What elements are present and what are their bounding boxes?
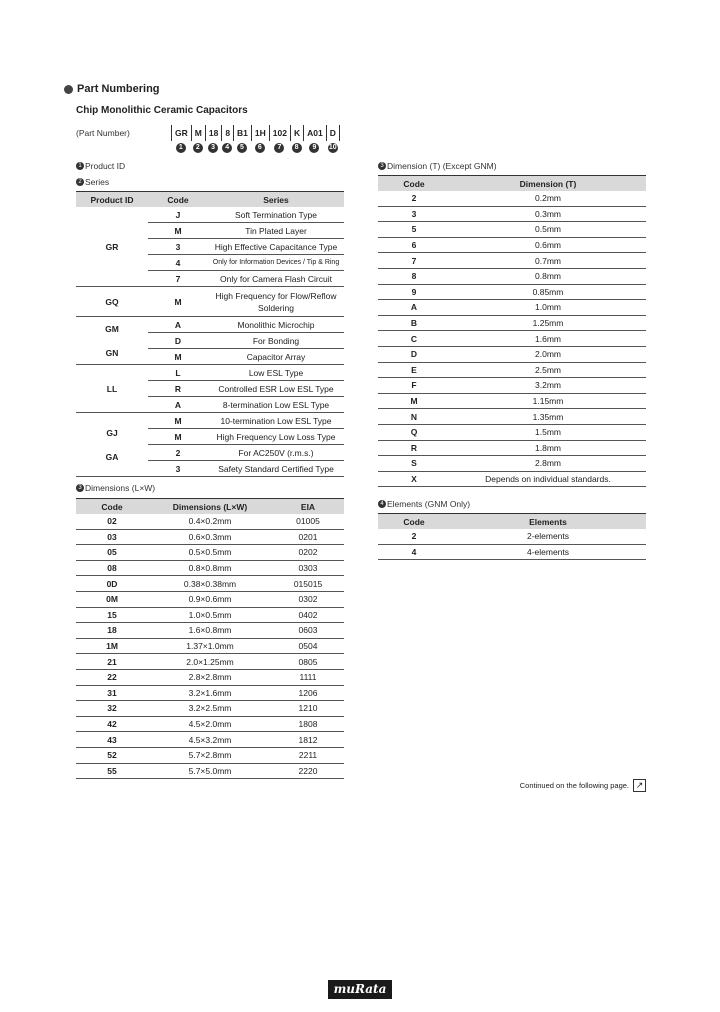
- number-badge-icon: 1: [176, 143, 186, 153]
- product-id-cell: GJ GA: [76, 413, 148, 477]
- table-row: [76, 529, 344, 545]
- value-cell: 1.5mm: [450, 424, 646, 440]
- page-subtitle: Chip Monolithic Ceramic Capacitors: [76, 105, 248, 116]
- table-row: [378, 237, 646, 253]
- code-cell: F: [378, 378, 450, 394]
- code-cell: 6: [378, 237, 450, 253]
- value-cell: 0.2mm: [450, 191, 646, 206]
- value-cell: 0.5×0.5mm: [148, 545, 272, 561]
- number-badge-icon: 9: [309, 143, 319, 153]
- segment-code: 102: [269, 125, 290, 141]
- value-cell: 1.35mm: [450, 409, 646, 425]
- part-number-segment: [290, 125, 303, 153]
- code-cell: J: [148, 207, 208, 223]
- page-title: Part Numbering: [77, 83, 160, 95]
- table-row: [378, 222, 646, 238]
- code-cell: 3: [378, 206, 450, 222]
- col-header: Series: [208, 192, 344, 208]
- number-badge-icon: 4: [222, 143, 232, 153]
- value-cell: 1.6×0.8mm: [148, 623, 272, 639]
- arrow-icon: ↗: [633, 779, 646, 792]
- table-row: [378, 191, 646, 206]
- value-cell: 1.37×1.0mm: [148, 638, 272, 654]
- code-cell: B: [378, 315, 450, 331]
- col-header: Code: [148, 192, 208, 208]
- page-heading: [64, 83, 160, 95]
- table-row: [76, 685, 344, 701]
- code-cell: C: [378, 331, 450, 347]
- value-cell: 4.5×3.2mm: [148, 732, 272, 748]
- part-number-breakdown: [171, 125, 340, 153]
- code-cell: A: [378, 300, 450, 316]
- code-cell: 2: [378, 191, 450, 206]
- col-header: Code: [378, 514, 450, 530]
- table-row: [76, 545, 344, 561]
- table-row: [76, 623, 344, 639]
- part-number-segment: [171, 125, 191, 153]
- code-cell: M: [148, 287, 208, 317]
- product-id-cell: GQ: [76, 287, 148, 317]
- col-header: Dimension (T): [450, 176, 646, 192]
- series-cell: High Frequency for Flow/Reflow Soldering: [208, 287, 344, 317]
- elements-table: [378, 513, 646, 560]
- value-cell: 1812: [272, 732, 344, 748]
- table-row: [378, 424, 646, 440]
- code-cell: A: [148, 317, 208, 333]
- segment-code: D: [326, 125, 340, 141]
- number-badge-icon: 7: [274, 143, 284, 153]
- value-cell: 0.7mm: [450, 253, 646, 269]
- code-cell: A: [148, 397, 208, 413]
- value-cell: 2.5mm: [450, 362, 646, 378]
- value-cell: Depends on individual standards.: [450, 471, 646, 487]
- number-badge-icon: 6: [255, 143, 265, 153]
- col-header: Product ID: [76, 192, 148, 208]
- code-cell: 08: [76, 560, 148, 576]
- murata-logo: muRata: [328, 980, 392, 999]
- value-cell: 0.6×0.3mm: [148, 529, 272, 545]
- value-cell: 2211: [272, 747, 344, 763]
- table-row: [378, 378, 646, 394]
- col-header: Elements: [450, 514, 646, 530]
- value-cell: 1206: [272, 685, 344, 701]
- table-row: [378, 471, 646, 487]
- code-cell: 32: [76, 701, 148, 717]
- value-cell: 1.0mm: [450, 300, 646, 316]
- table-row: [378, 409, 646, 425]
- table-row: [378, 284, 646, 300]
- code-cell: M: [148, 349, 208, 365]
- code-cell: 1M: [76, 638, 148, 654]
- table-row: [76, 607, 344, 623]
- series-cell: Low ESL Type: [208, 365, 344, 381]
- table-row: [378, 300, 646, 316]
- number-badge-icon: 1: [76, 162, 84, 170]
- code-cell: 8: [378, 268, 450, 284]
- value-cell: 015015: [272, 576, 344, 592]
- code-cell: 02: [76, 514, 148, 529]
- table-row: [76, 747, 344, 763]
- table-row: [378, 544, 646, 560]
- value-cell: 2-elements: [450, 529, 646, 544]
- value-cell: 3.2mm: [450, 378, 646, 394]
- value-cell: 0402: [272, 607, 344, 623]
- part-number-segment: [269, 125, 290, 153]
- value-cell: 0302: [272, 591, 344, 607]
- table-row: [378, 529, 646, 544]
- segment-code: GR: [171, 125, 191, 141]
- series-cell: High Frequency Low Loss Type: [208, 429, 344, 445]
- segment-code: 18: [205, 125, 221, 141]
- series-cell: 8-termination Low ESL Type: [208, 397, 344, 413]
- table-row: [76, 560, 344, 576]
- code-cell: M: [148, 413, 208, 429]
- code-cell: 0D: [76, 576, 148, 592]
- table-row: [378, 346, 646, 362]
- code-cell: M: [148, 223, 208, 239]
- code-cell: 2: [148, 445, 208, 461]
- col-header: EIA: [272, 499, 344, 515]
- series-cell: Soft Termination Type: [208, 207, 344, 223]
- value-cell: 0.3mm: [450, 206, 646, 222]
- code-cell: R: [148, 381, 208, 397]
- code-cell: 52: [76, 747, 148, 763]
- code-cell: Q: [378, 424, 450, 440]
- value-cell: 1.0×0.5mm: [148, 607, 272, 623]
- value-cell: 5.7×2.8mm: [148, 747, 272, 763]
- code-cell: M: [378, 393, 450, 409]
- value-cell: 0.4×0.2mm: [148, 514, 272, 529]
- table-row: [378, 393, 646, 409]
- product-id-cell: LL: [76, 365, 148, 413]
- code-cell: 03: [76, 529, 148, 545]
- col-header: Code: [378, 176, 450, 192]
- value-cell: 0.38×0.38mm: [148, 576, 272, 592]
- segment-code: K: [290, 125, 303, 141]
- code-cell: N: [378, 409, 450, 425]
- code-cell: 3: [148, 461, 208, 477]
- value-cell: 0.6mm: [450, 237, 646, 253]
- code-cell: R: [378, 440, 450, 456]
- code-cell: 31: [76, 685, 148, 701]
- code-cell: X: [378, 471, 450, 487]
- product-id-cell: GM GN: [76, 317, 148, 365]
- series-table: [76, 191, 344, 477]
- value-cell: 0.9×0.6mm: [148, 591, 272, 607]
- table-row: [378, 315, 646, 331]
- table-row: [76, 591, 344, 607]
- code-cell: 15: [76, 607, 148, 623]
- table-row: [76, 413, 344, 429]
- value-cell: 1.6mm: [450, 331, 646, 347]
- table-row: [378, 331, 646, 347]
- part-number-segment: [326, 125, 340, 153]
- series-cell: High Effective Capacitance Type: [208, 239, 344, 255]
- value-cell: 0.5mm: [450, 222, 646, 238]
- col-header: Code: [76, 499, 148, 515]
- value-cell: 1.25mm: [450, 315, 646, 331]
- table-row: [378, 253, 646, 269]
- number-badge-icon: 10: [328, 144, 337, 151]
- code-cell: 18: [76, 623, 148, 639]
- table-row: [76, 638, 344, 654]
- value-cell: 01005: [272, 514, 344, 529]
- code-cell: 21: [76, 654, 148, 670]
- code-cell: 7: [148, 271, 208, 287]
- series-cell: Monolithic Microchip: [208, 317, 344, 333]
- series-cell: Controlled ESR Low ESL Type: [208, 381, 344, 397]
- table-row: [76, 763, 344, 779]
- table-row: [378, 268, 646, 284]
- dimension-t-table: [378, 175, 646, 487]
- value-cell: 3.2×2.5mm: [148, 701, 272, 717]
- number-badge-icon: 4: [378, 500, 386, 508]
- code-cell: 0M: [76, 591, 148, 607]
- table-row: [76, 654, 344, 670]
- value-cell: 0504: [272, 638, 344, 654]
- value-cell: 0202: [272, 545, 344, 561]
- value-cell: 0.85mm: [450, 284, 646, 300]
- value-cell: 5.7×5.0mm: [148, 763, 272, 779]
- part-number-label: (Part Number): [76, 128, 130, 138]
- table-row: [76, 365, 344, 381]
- code-cell: 05: [76, 545, 148, 561]
- series-cell: Capacitor Array: [208, 349, 344, 365]
- value-cell: 4-elements: [450, 544, 646, 560]
- section-dimensions-lw: 3 Dimensions (L×W): [76, 483, 155, 493]
- value-cell: 2.8mm: [450, 456, 646, 472]
- value-cell: 0603: [272, 623, 344, 639]
- table-row: [76, 287, 344, 317]
- code-cell: S: [378, 456, 450, 472]
- code-cell: 9: [378, 284, 450, 300]
- segment-code: B1: [233, 125, 251, 141]
- series-cell: Only for Camera Flash Circuit: [208, 271, 344, 287]
- part-number-segment: [205, 125, 221, 153]
- value-cell: 1.15mm: [450, 393, 646, 409]
- table-row: [76, 669, 344, 685]
- value-cell: 1111: [272, 669, 344, 685]
- number-badge-icon: 2: [76, 178, 84, 186]
- table-row: [378, 456, 646, 472]
- code-cell: 22: [76, 669, 148, 685]
- value-cell: 1808: [272, 716, 344, 732]
- segment-code: 1H: [251, 125, 269, 141]
- code-cell: 42: [76, 716, 148, 732]
- code-cell: 43: [76, 732, 148, 748]
- section-series: 2 Series: [76, 177, 109, 187]
- series-cell: Safety Standard Certified Type: [208, 461, 344, 477]
- code-cell: 5: [378, 222, 450, 238]
- section-elements: 4 Elements (GNM Only): [378, 499, 470, 509]
- value-cell: 2220: [272, 763, 344, 779]
- series-cell: 10-termination Low ESL Type: [208, 413, 344, 429]
- code-cell: 4: [148, 255, 208, 271]
- series-cell: Only for Information Devices / Tip & Ring: [208, 255, 344, 271]
- table-row: [76, 701, 344, 717]
- code-cell: M: [148, 429, 208, 445]
- part-number-segment: [251, 125, 269, 153]
- code-cell: 4: [378, 544, 450, 560]
- part-number-segment: [191, 125, 205, 153]
- table-row: [378, 362, 646, 378]
- value-cell: 0.8mm: [450, 268, 646, 284]
- table-row: [76, 732, 344, 748]
- segment-code: 8: [221, 125, 233, 141]
- code-cell: 3: [148, 239, 208, 255]
- part-number-segment: [303, 125, 326, 153]
- table-row: [76, 576, 344, 592]
- table-row: [76, 207, 344, 223]
- value-cell: 4.5×2.0mm: [148, 716, 272, 732]
- code-cell: 7: [378, 253, 450, 269]
- number-badge-icon: 3: [76, 484, 84, 492]
- table-row: [378, 206, 646, 222]
- number-badge-icon: 2: [193, 143, 203, 153]
- value-cell: 0805: [272, 654, 344, 670]
- segment-code: M: [191, 125, 205, 141]
- dimensions-table: [76, 498, 344, 779]
- bullet-icon: [64, 85, 73, 94]
- value-cell: 3.2×1.6mm: [148, 685, 272, 701]
- code-cell: D: [378, 346, 450, 362]
- value-cell: 2.0×1.25mm: [148, 654, 272, 670]
- part-number-segment: [221, 125, 233, 153]
- continued-note: Continued on the following page. ↗: [520, 779, 646, 792]
- table-row: [76, 514, 344, 529]
- value-cell: 2.8×2.8mm: [148, 669, 272, 685]
- value-cell: 1210: [272, 701, 344, 717]
- number-badge-icon: 8: [292, 143, 302, 153]
- value-cell: 0303: [272, 560, 344, 576]
- value-cell: 2.0mm: [450, 346, 646, 362]
- code-cell: 2: [378, 529, 450, 544]
- value-cell: 0201: [272, 529, 344, 545]
- code-cell: 55: [76, 763, 148, 779]
- series-cell: For AC250V (r.m.s.): [208, 445, 344, 461]
- code-cell: E: [378, 362, 450, 378]
- section-product-id: 1 Product ID: [76, 161, 125, 171]
- product-id-cell: GR: [76, 207, 148, 287]
- series-cell: Tin Plated Layer: [208, 223, 344, 239]
- number-badge-icon: 3: [378, 162, 386, 170]
- number-badge-icon: 5: [237, 143, 247, 153]
- part-number-segment: [233, 125, 251, 153]
- segment-code: A01: [303, 125, 326, 141]
- col-header: Dimensions (L×W): [148, 499, 272, 515]
- series-cell: For Bonding: [208, 333, 344, 349]
- value-cell: 0.8×0.8mm: [148, 560, 272, 576]
- code-cell: D: [148, 333, 208, 349]
- code-cell: L: [148, 365, 208, 381]
- value-cell: 1.8mm: [450, 440, 646, 456]
- table-row: [76, 716, 344, 732]
- section-dimension-t: 3 Dimension (T) (Except GNM): [378, 161, 497, 171]
- number-badge-icon: 3: [208, 143, 218, 153]
- table-row: [378, 440, 646, 456]
- table-row: [76, 317, 344, 333]
